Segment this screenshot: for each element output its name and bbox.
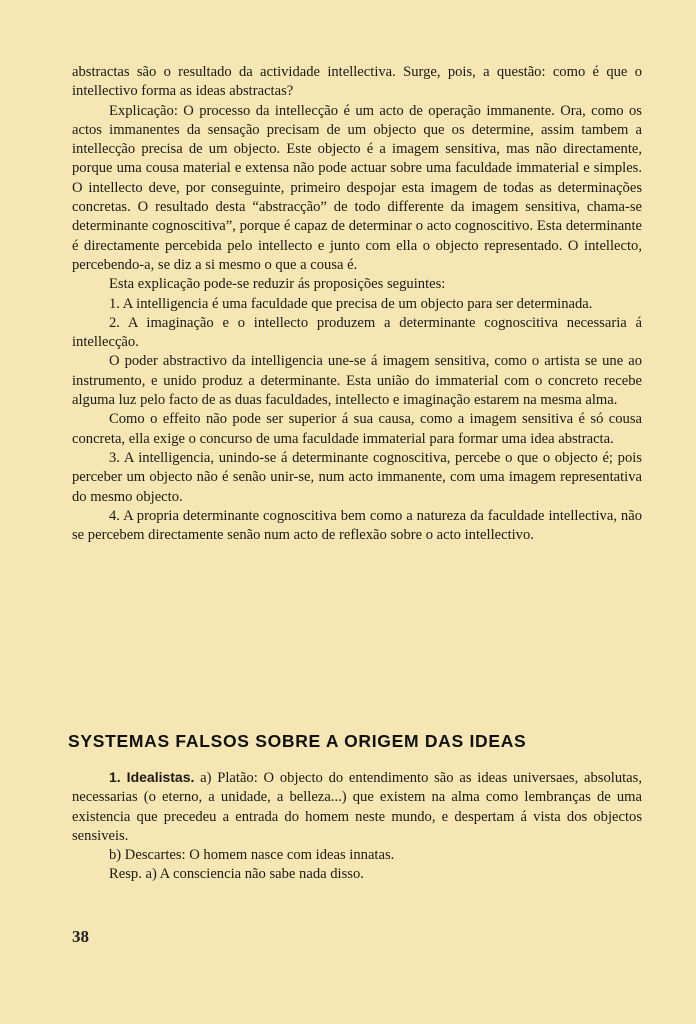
item-label: 1. Idealistas. (109, 769, 195, 785)
paragraph: Como o effeito não pode ser superior á sua causa, como a imagem sensitiva é só cousa concreta, ella exige o concurso de uma faculdade immaterial para formar uma idea abstracta. (72, 411, 642, 447)
proposition-2: 2. A imaginação e o intellecto produzem a determinante cognoscitiva necessaria á intellecção. (72, 314, 642, 351)
proposition-4: 4. A propria determinante cognoscitiva bem como a natureza da faculdade intellectiva, não se percebem directamente senão num acto de reflexão sobre o acto intellectivo. (72, 507, 642, 544)
paragraph: Esta explicação pode-se reduzir ás proposições seguintes: (109, 276, 446, 293)
section-body (72, 768, 642, 885)
section-heading: SYSTEMAS FALSOS SOBRE A ORIGEM DAS IDEAS (68, 731, 527, 751)
page-number: 38 (72, 927, 89, 946)
paragraph: O poder abstractivo da intelligencia une-se á imagem sensitiva, como o artista se une ao instrumento, e unido produz a determinante. Esta união do immaterial com o concreto recebe alguma luz pelo facto de as duas faculdades, intellecto e imaginação estarem na mesma alma. (72, 353, 642, 409)
paragraph: abstractas são o resultado da actividade intellectiva. Surge, pois, a questão: como é que o intellectivo forma as ideas abstractas? (72, 64, 642, 100)
paragraph (72, 768, 642, 846)
proposition-1: 1. A intelligencia é uma faculdade que precisa de um objecto para ser determinada. (109, 295, 593, 312)
paragraph: Explicação: O processo da intellecção é um acto de operação immanente. Ora, como os actos immanentes da sensação precisam de um objecto que os determine, assim tambem a intellecção precisa de um objecto. Este objecto é a imagem sensitiva, mas não directamente, porque uma cousa material e extensa não pode actuar sobre uma faculdade immaterial e simples. O intellecto deve, por conseguinte, primeiro despojar esta imagem de todas as determinações concretas. O resultado desta “abstracção” de todo differente da imagem sensitiva, chama-se determinante cognoscitiva”, porque é capaz de determinar o acto cognoscitivo. Esta determinante é directamente percebida pelo intellecto e junto com ella o objecto representado. O intellecto, percebendo-a, se diz a si mesmo o que a cousa é. (72, 102, 642, 273)
paragraph: Resp. a) A consciencia não sabe nada disso. (109, 866, 364, 883)
body-text (72, 63, 642, 545)
paragraph: b) Descartes: O homem nasce com ideas innatas. (109, 847, 395, 864)
item-text: a) Platão: O objecto do entendimento são as ideas universaes, absolutas, necessarias (o eterno, a unidade, a belleza...) que existem na alma como lembranças de uma existencia que precedeu a entrada do homem neste mundo, e despertam á vista dos objectos sensiveis. (72, 770, 642, 844)
proposition-3: 3. A intelligencia, unindo-se á determinante cognoscitiva, percebe o que o objecto é; pois perceber um objecto não é senão unir-se, num acto immanente, com uma imagem representativa do mesmo objecto. (72, 449, 642, 505)
